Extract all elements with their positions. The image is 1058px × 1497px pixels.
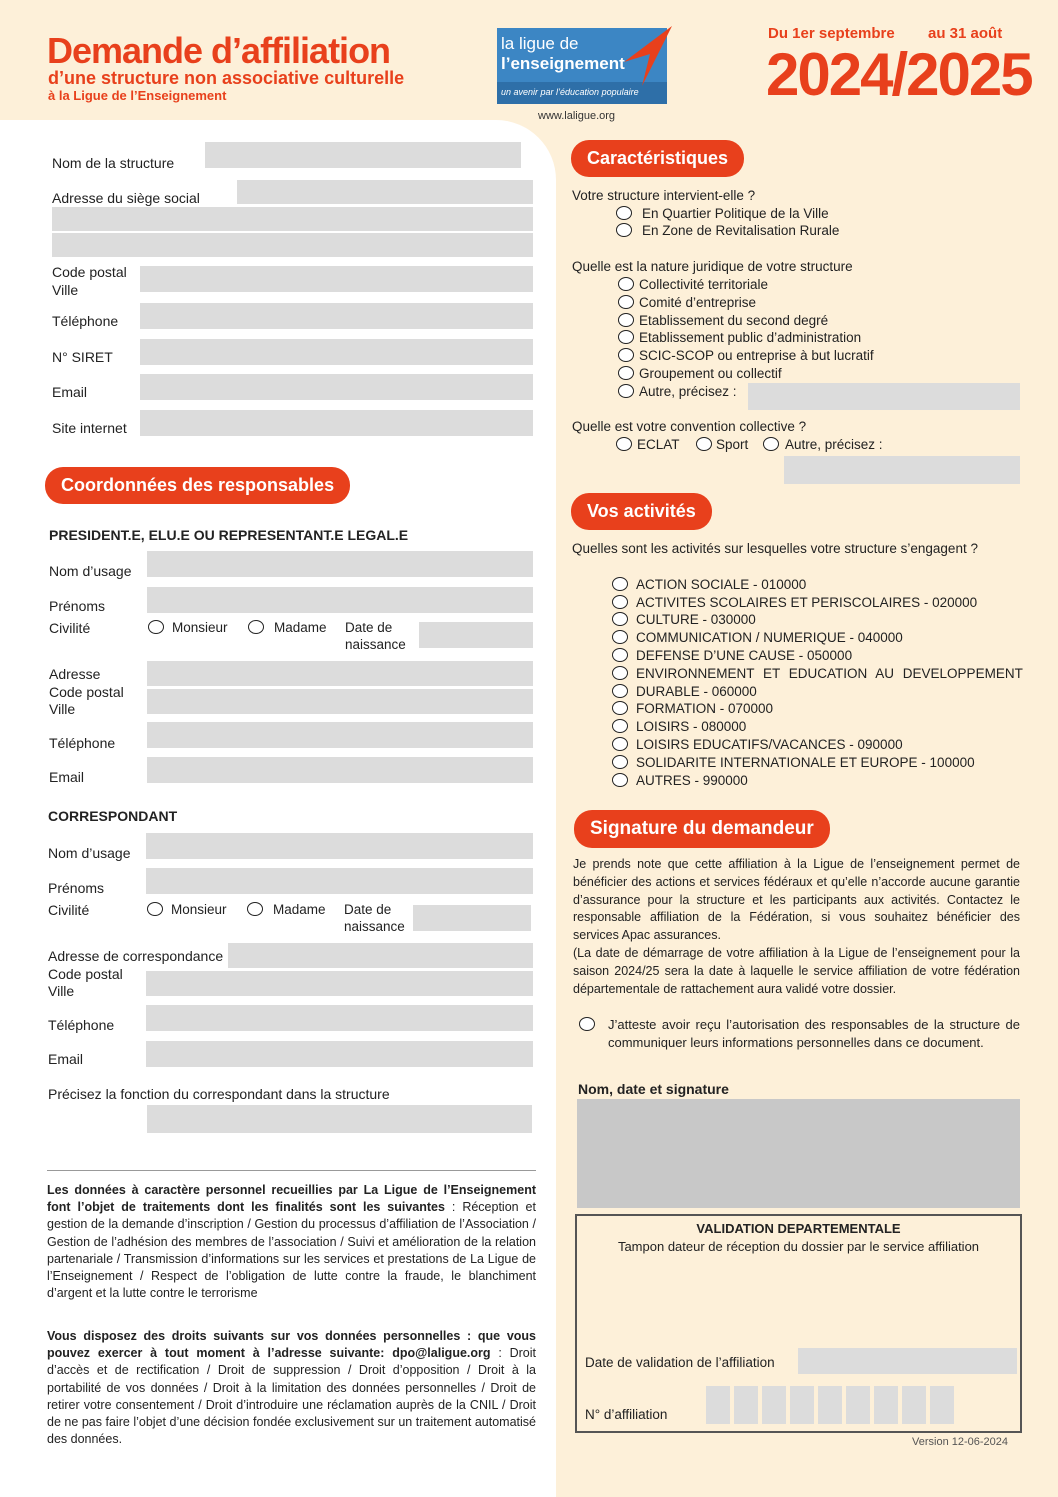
website-label: Site internet [52, 420, 127, 436]
q3-label: Quelle est votre convention collective ? [572, 419, 807, 434]
corr-madame-label: Madame [273, 902, 326, 917]
logo-flag-icon [620, 24, 676, 88]
corr-email-label: Email [48, 1051, 84, 1067]
section-caracteristiques: Caractéristiques [571, 140, 744, 177]
q3-eclat-label: ECLAT [637, 437, 680, 452]
president-nom-label: Nom d’usage [49, 563, 132, 579]
q2-option-label: SCIC-SCOP ou entreprise à but lucratif [639, 348, 874, 363]
q2-option-radio[interactable] [618, 277, 634, 291]
q2-autre-input[interactable] [748, 383, 1020, 410]
validation-title: VALIDATION DEPARTEMENTALE [696, 1221, 901, 1236]
corr-dob-label-2: naissance [344, 919, 405, 934]
signature-input[interactable] [577, 1099, 1020, 1208]
president-postal-input[interactable] [147, 689, 533, 714]
validation-subtitle: Tampon dateur de réception du dossier par le service affiliation [617, 1239, 980, 1254]
q2-option-radio[interactable] [618, 295, 634, 309]
q2-option-label: Groupement ou collectif [639, 366, 782, 381]
q1-qpv-label: En Quartier Politique de la Ville [642, 206, 829, 221]
q3-sport-label: Sport [716, 437, 749, 452]
activity-radio[interactable] [612, 773, 628, 787]
president-email-input[interactable] [147, 757, 533, 783]
address-input-2[interactable] [52, 207, 533, 231]
president-adresse-input[interactable] [147, 661, 533, 686]
activity-label: SOLIDARITE INTERNATIONALE ET EUROPE - 100000 [636, 755, 975, 770]
season-year: 2024/2025 [766, 41, 1032, 108]
president-prenoms-label: Prénoms [49, 598, 106, 614]
activity-label: ACTIVITES SCOLAIRES ET PERISCOLAIRES - 020000 [636, 595, 978, 610]
activity-label: LOISIRS - 080000 [636, 719, 747, 734]
president-adresse-label: Adresse [49, 666, 101, 682]
activity-radio[interactable] [612, 737, 628, 751]
corr-email-input[interactable] [146, 1041, 533, 1067]
activity-radio[interactable] [612, 755, 628, 769]
section-responsables: Coordonnées des responsables [45, 467, 350, 504]
version-label: Version 12-06-2024 [912, 1436, 1009, 1448]
corr-dob-label-1: Date de [344, 902, 392, 917]
q2-option-label: Etablissement public d’administration [639, 330, 862, 345]
corr-civilite-label: Civilité [48, 902, 90, 918]
q3-eclat-radio[interactable] [616, 437, 632, 451]
date-to: au 31 août [928, 25, 1003, 42]
signature-text-2: (La date de démarrage de votre affiliation à la Ligue de l’enseignement pour la saison 2024/25 sera la date à laquelle le service affiliation de votre fédération départementale de rattachement aura validé votre dossier. [573, 946, 1020, 996]
phone-label: Téléphone [52, 313, 119, 329]
corr-prenoms-label: Prénoms [48, 880, 105, 896]
affiliation-number-cell[interactable] [930, 1386, 954, 1424]
q1-label: Votre structure intervient-elle ? [572, 188, 756, 203]
email-input[interactable] [140, 374, 533, 400]
corr-nom-input[interactable] [146, 833, 533, 859]
correspondant-title: CORRESPONDANT [48, 808, 178, 824]
president-postal-label: Code postal [49, 684, 124, 700]
q2-option-label: Collectivité territoriale [639, 277, 769, 292]
affiliation-number-cell[interactable] [846, 1386, 870, 1424]
q2-label: Quelle est la nature juridique de votre structure [572, 259, 853, 274]
page-subtitle: d’une structure non associative culturelle [48, 68, 405, 88]
affiliation-number-cell[interactable] [874, 1386, 898, 1424]
president-civilite-label: Civilité [49, 620, 91, 636]
corr-madame-radio[interactable] [247, 902, 263, 916]
q3-autre-radio[interactable] [763, 437, 779, 451]
address-input-1[interactable] [237, 180, 533, 204]
section-signature: Signature du demandeur [574, 810, 830, 848]
q2-option-label: Etablissement du second degré [639, 313, 829, 328]
president-title: PRESIDENT.E, ELU.E OU REPRESENTANT.E LEGAL.E [49, 527, 409, 543]
corr-tel-label: Téléphone [48, 1017, 115, 1033]
activites-question: Quelles sont les activités sur lesquelles votre structure s’engagent ? [572, 541, 978, 556]
page-subtitle-2: à la Ligue de l’Enseignement [48, 88, 227, 103]
address-input-3[interactable] [52, 233, 533, 257]
affiliation-number-cell[interactable] [762, 1386, 786, 1424]
activity-label: CULTURE - 030000 [636, 612, 756, 627]
activity-radio[interactable] [612, 666, 628, 680]
corr-adresse-input[interactable] [228, 943, 533, 968]
president-dob-label-1: Date de [345, 620, 393, 635]
rgpd-purposes: Les données à caractère personnel recueillies par La Ligue de l’Enseignement font l’objet de traitements dont les finalités sont les suivantes : Réception et gestion de la demande d’inscription / Gestion du processus d’affiliation de l’Association / Gestion de l’adhésion des membres de l’association / Suivi et amélioration de la relation partenariale / Transmission d’informations sur les services et prestations de La Ligue de l’Enseignement / Respect de l’obligation de lutte contre la fraude, le blanchiment d’argent et la lutte contre le terrorisme [47, 1183, 536, 1301]
website-input[interactable] [140, 410, 533, 436]
affiliation-number-label: N° d’affiliation [585, 1407, 668, 1422]
validation-date-label: Date de validation de l’affiliation [585, 1355, 775, 1370]
attest-text: J’atteste avoir reçu l’autorisation des responsables de la structure de communiquer leurs informations personnelles dans ce document. [608, 1017, 1020, 1050]
q3-autre-input[interactable] [784, 456, 1020, 484]
affiliation-number-cell[interactable] [706, 1386, 730, 1424]
president-dob-label-2: naissance [345, 637, 406, 652]
president-nom-input[interactable] [147, 551, 533, 577]
president-tel-input[interactable] [147, 722, 533, 748]
q1-zrr-label: En Zone de Revitalisation Rurale [642, 223, 840, 238]
corr-dob-input[interactable] [413, 905, 531, 931]
q2-autre-radio[interactable] [618, 384, 634, 398]
president-madame-label: Madame [274, 620, 327, 635]
activity-radio[interactable] [612, 701, 628, 715]
president-dob-input[interactable] [419, 622, 533, 648]
address-label: Adresse du siège social [52, 190, 200, 206]
q2-option-radio[interactable] [618, 313, 634, 327]
postal-code-label: Code postal [52, 264, 127, 280]
activity-radio[interactable] [612, 648, 628, 662]
attest-radio[interactable] [579, 1017, 595, 1031]
affiliation-number-cell[interactable] [790, 1386, 814, 1424]
activity-radio[interactable] [612, 577, 628, 591]
postal-city-input[interactable] [140, 266, 533, 292]
corr-fonction-label: Précisez la fonction du correspondant dans la structure [48, 1086, 390, 1102]
corr-monsieur-radio[interactable] [147, 902, 163, 916]
corr-postal-input[interactable] [146, 971, 533, 996]
corr-ville-label: Ville [48, 983, 75, 999]
corr-nom-label: Nom d’usage [48, 845, 131, 861]
city-label: Ville [52, 282, 79, 298]
president-monsieur-radio[interactable] [148, 620, 164, 634]
activity-label: DEFENSE D’UNE CAUSE - 050000 [636, 648, 853, 663]
president-prenoms-input[interactable] [147, 587, 533, 613]
q2-option-radio[interactable] [618, 366, 634, 380]
q1-qpv-radio[interactable] [616, 206, 632, 220]
email-label: Email [52, 384, 88, 400]
activity-label: AUTRES - 990000 [636, 773, 748, 788]
q3-sport-radio[interactable] [696, 437, 712, 451]
section-activites: Vos activités [571, 493, 712, 530]
activity-radio[interactable] [612, 595, 628, 609]
signature-text-1: Je prends note que cette affiliation à la Ligue de l’enseignement permet de bénéficier des actions et services fédéraux et qu’elle n’accorde aucune garantie d’assurance pour la structure et les participants aux activités. Contactez le responsable affiliation de la Fédération, si vous souhaitez bénéficier des services Apac assurances. [573, 857, 1020, 943]
activity-label: FORMATION - 070000 [636, 701, 774, 716]
divider [47, 1170, 536, 1171]
q1-zrr-radio[interactable] [616, 223, 632, 237]
corr-prenoms-input[interactable] [146, 868, 533, 894]
q2-option-radio[interactable] [618, 348, 634, 362]
corr-tel-input[interactable] [146, 1005, 533, 1031]
website-link[interactable]: www.laligue.org [538, 110, 616, 122]
siret-label: N° SIRET [52, 349, 113, 365]
q2-option-label: Comité d’entreprise [639, 295, 757, 310]
siret-input[interactable] [140, 339, 533, 365]
president-tel-label: Téléphone [49, 735, 116, 751]
affiliation-number-cell[interactable] [818, 1386, 842, 1424]
activity-label: DURABLE - 060000 [636, 684, 757, 699]
president-madame-radio[interactable] [248, 620, 264, 634]
structure-name-label: Nom de la structure [52, 155, 175, 171]
corr-monsieur-label: Monsieur [171, 902, 227, 917]
activity-label: ENVIRONNEMENT ET EDUCATION AU DEVELOPPEMENT [636, 666, 1023, 681]
phone-input[interactable] [140, 303, 533, 329]
signature-label: Nom, date et signature [578, 1081, 729, 1097]
corr-fonction-input[interactable] [147, 1105, 532, 1133]
activity-radio[interactable] [612, 684, 628, 698]
activity-label: COMMUNICATION / NUMERIQUE - 040000 [636, 630, 903, 645]
activity-radio[interactable] [612, 612, 628, 626]
president-monsieur-label: Monsieur [172, 620, 228, 635]
q2-option-radio[interactable] [618, 330, 634, 344]
rgpd-rights: Vous disposez des droits suivants sur vos données personnelles : que vous pouvez exercer à tout moment à l’adresse suivante: dpo@laligue.org : Droit d’accès et de rectification / Droit de suppression / Droit d’opposition / Droit à la portabilité de vos données / Droit à la limitation des données personnelles / Droit de retirer votre consentement / Droit d’introduire une réclamation auprès de la CNIL / Droit de ne pas faire l’objet d’une décision fondée exclusivement sur un traitement automatisé des données. [47, 1329, 536, 1447]
president-ville-label: Ville [49, 701, 76, 717]
structure-name-input[interactable] [205, 142, 521, 168]
activity-label: ACTION SOCIALE - 010000 [636, 577, 807, 592]
corr-adresse-label: Adresse de correspondance [48, 948, 224, 964]
ligue-logo: la ligue de l’enseignement un avenir par l’éducation populaire [497, 28, 667, 104]
president-email-label: Email [49, 769, 85, 785]
affiliation-number-cell[interactable] [734, 1386, 758, 1424]
activity-radio[interactable] [612, 719, 628, 733]
validation-date-input[interactable] [798, 1348, 1017, 1374]
q2-autre-label: Autre, précisez : [639, 384, 737, 399]
activity-label: LOISIRS EDUCATIFS/VACANCES - 090000 [636, 737, 903, 752]
q3-autre-label: Autre, précisez : [785, 437, 883, 452]
page-title: Demande d’affiliation [47, 30, 391, 71]
affiliation-number-cell[interactable] [902, 1386, 926, 1424]
activity-radio[interactable] [612, 630, 628, 644]
date-from: Du 1er septembre [768, 25, 895, 42]
corr-postal-label: Code postal [48, 966, 123, 982]
